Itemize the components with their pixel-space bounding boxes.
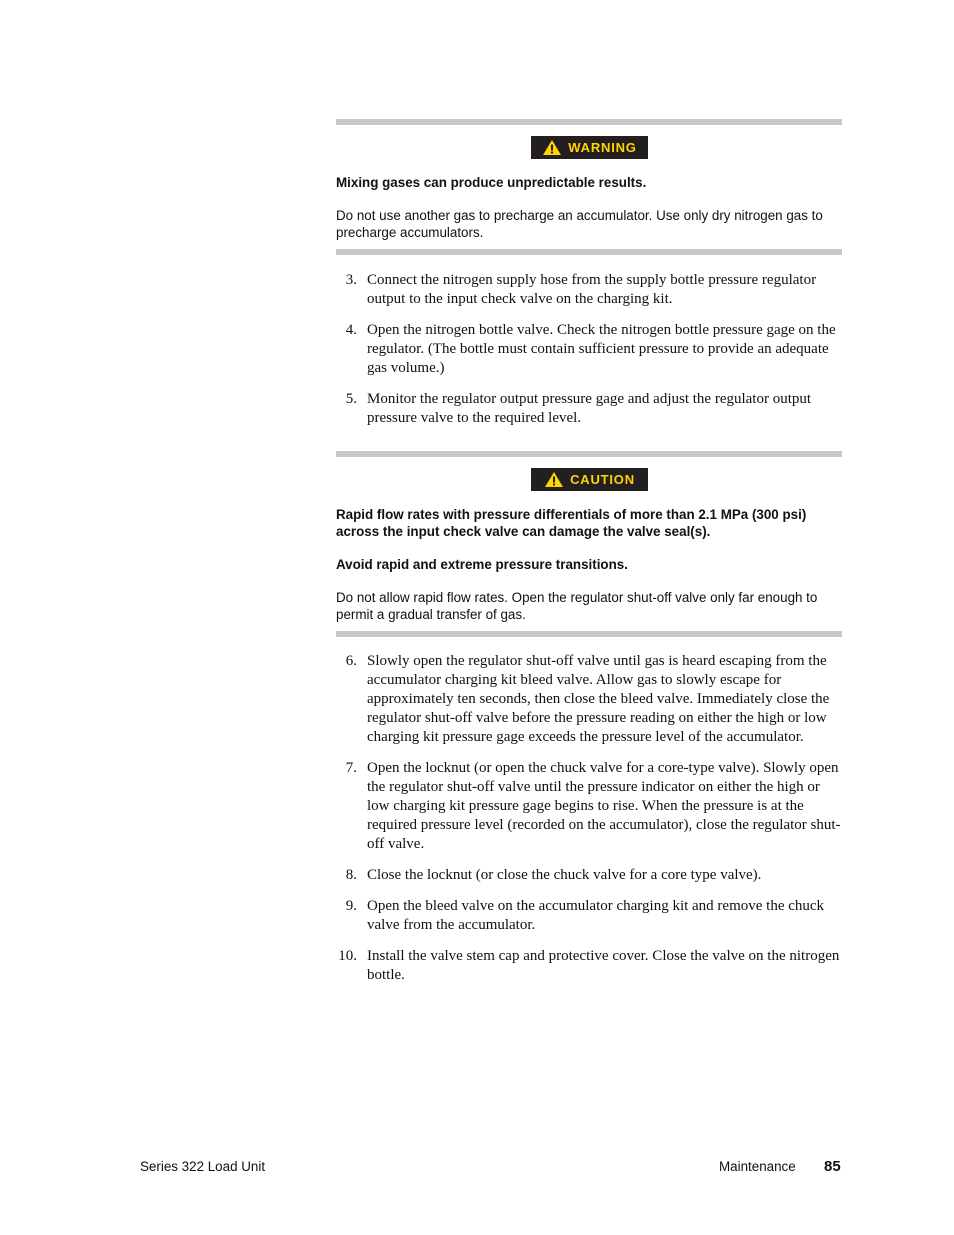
- footer-doc-title: Series 322 Load Unit: [140, 1159, 266, 1174]
- step-text: Monitor the regulator output pressure gage and adjust the regulator output pressure valve to the required level.: [367, 391, 812, 426]
- step-text: Open the locknut (or open the chuck valve for a core-type valve). Slowly open the regulator shut-off valve until the pressure indicator on either the high or low charging kit pressure gage begins to rise. When the pressure is at the required pressure level (recorded on the accumulator), close the regulator shut-off valve.: [367, 760, 841, 852]
- procedure-steps-b: [336, 652, 846, 985]
- caution-headline: Rapid flow rates with pressure differentials of more than 2.1 MPa (300 psi) across the input check valve can damage the valve seal(s).: [336, 507, 807, 539]
- caution-top-rule: [336, 451, 842, 457]
- step-number: 5.: [345, 391, 357, 407]
- step-number: 10.: [338, 948, 357, 964]
- step-number: 3.: [345, 272, 357, 288]
- step-number: 7.: [345, 760, 357, 776]
- warning-body: Do not use another gas to precharge an accumulator. Use only dry nitrogen gas to precharge accumulators.: [336, 208, 823, 240]
- warning-label: WARNING: [568, 140, 637, 155]
- warning-bottom-rule: [336, 249, 842, 255]
- step-number: 6.: [345, 653, 357, 669]
- list-item: [336, 321, 846, 378]
- footer-section: Maintenance: [719, 1159, 796, 1174]
- caution-label: CAUTION: [570, 472, 635, 487]
- warning-badge: [531, 136, 648, 159]
- warning-triangle-icon: [544, 471, 564, 488]
- caution-body: Do not allow rapid flow rates. Open the regulator shut-off valve only far enough to permit a gradual transfer of gas.: [336, 590, 818, 622]
- list-item: [336, 390, 846, 428]
- list-item: [336, 947, 846, 985]
- list-item: [336, 271, 846, 309]
- step-number: 4.: [345, 322, 357, 338]
- warning-top-rule: [336, 119, 842, 125]
- page-number: 85: [824, 1158, 841, 1175]
- procedure-steps-a: [336, 271, 846, 428]
- warning-triangle-icon: [542, 139, 562, 156]
- list-item: [336, 897, 846, 935]
- list-item: [336, 866, 846, 885]
- warning-headline: Mixing gases can produce unpredictable results.: [336, 175, 647, 190]
- list-item: [336, 759, 846, 854]
- step-text: Connect the nitrogen supply hose from the supply bottle pressure regulator output to the input check valve on the charging kit.: [367, 272, 817, 307]
- list-item: [336, 652, 846, 747]
- step-text: Slowly open the regulator shut-off valve until gas is heard escaping from the accumulator charging kit bleed valve. Allow gas to slowly escape for approximately ten seconds, then close the bleed valve. Immediately close the regulator shut-off valve before the pressure reading on either the high or low charging kit pressure gage exceeds the pressure level of the accumulator.: [367, 653, 830, 745]
- step-text: Open the bleed valve on the accumulator charging kit and remove the chuck valve from the accumulator.: [367, 898, 825, 933]
- step-text: Install the valve stem cap and protective cover. Close the valve on the nitrogen bottle.: [367, 948, 840, 983]
- step-text: Close the locknut (or close the chuck valve for a core type valve).: [367, 867, 762, 883]
- caution-subhead: Avoid rapid and extreme pressure transitions.: [336, 557, 628, 572]
- caution-badge: [531, 468, 648, 491]
- step-number: 8.: [345, 867, 357, 883]
- step-number: 9.: [345, 898, 357, 914]
- caution-bottom-rule: [336, 631, 842, 637]
- step-text: Open the nitrogen bottle valve. Check the nitrogen bottle pressure gage on the regulator. (The bottle must contain sufficient pressure to provide an adequate gas volume.): [367, 322, 836, 376]
